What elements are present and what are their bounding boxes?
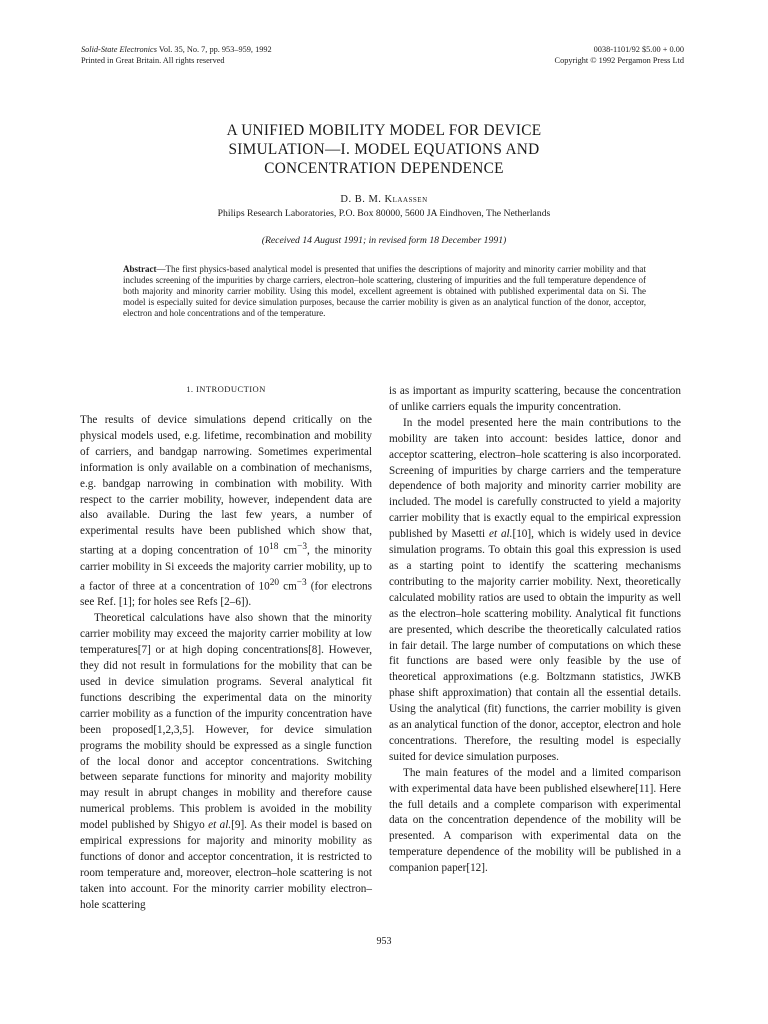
paper-title	[0, 121, 768, 178]
article-code: 0038-1101/92 $5.00 + 0.00	[593, 45, 684, 54]
abstract-label: Abstract	[123, 264, 157, 274]
abstract	[123, 264, 646, 319]
journal-citation: Solid-State Electronics Vol. 35, No. 7, pp. 953–959, 1992	[81, 45, 272, 54]
author: D. B. M. Klaassen	[340, 194, 428, 205]
title-line-1: A UNIFIED MOBILITY MODEL FOR DEVICE	[226, 122, 542, 139]
right-column	[389, 384, 681, 877]
left-column	[80, 384, 372, 914]
paragraph: Theoretical calculations have also shown that the minority carrier mobility may exceed the majority carrier mobility at low temperatures[7] or at high doping concentrations[8]. However, they did not result in formulations for the mobility that can be used in device simulation programs. Several analytical fit functions describing the experimental data on the minority carrier mobility as a function of the impurity concentration have been proposed[1,2,3,5]. However, for device simulation programs the mobility should be expressed as a single function of the local donor and acceptor concentrations. Switching between separate functions for minority and majority mobility may result in abrupt changes in mobility and therefore cause numerical problems. This problem is avoided in the mobility model published by Shigyo et al.[9]. As their model is based on empirical expressions for majority and minority mobility as functions of donor and acceptor concentration, it is restricted to room temperature and, moreover, electron–hole scattering is not taken into account. For the minority carrier mobility electron–hole scattering	[80, 612, 372, 911]
paragraph: The results of device simulations depend critically on the physical models used, e.g. lifetime, recombination and mobility of carriers, and bandgap narrowing. Sometimes experimental information is only available on a combination of mechanisms, e.g. bandgap narrowing in combination with mobility. With respect to the carrier mobility, however, independent data are also available. During the last few years, a number of experimental results have been published which show that, starting at a doping concentration of $10^{18}$ $cm^{-3}$, the minority carrier mobility in Si exceeds the majority carrier mobility, up to a factor of three at a concentration of $10^{20}$ $cm^{-3}$ (for electrons see Ref. [1]; for holes see Refs [2–6]).	[80, 414, 373, 609]
copyright-note: Copyright © 1992 Pergamon Press Ltd	[554, 56, 684, 65]
abstract-text: —The first physics-based analytical model is presented that unifies the descriptions of majority and minority carrier mobility and that includes screening of the impurities by charge carriers, electron–hole scattering, clustering of impurities and the full temperature dependence of both majority and minority carrier mobility. Using this model, excellent agreement is obtained with published experimental data on Si. The model is especially suited for device simulation purposes, because the carrier mobility is given as an analytical function of the donor, acceptor, electron and hole concentrations and of the temperature.	[123, 264, 646, 319]
paragraph: The main features of the model and a limited comparison with experimental data have been published elsewhere[11]. Here the full details and a complete comparison with experimental data on the concentration dependence of the mobility will be presented. A comparison with experimental data on the temperature dependence of the mobility will be published in a companion paper[12].	[389, 766, 681, 875]
title-line-3: CONCENTRATION DEPENDENCE	[264, 160, 504, 177]
journal-header	[81, 44, 272, 66]
printed-note: Printed in Great Britain. All rights reserved	[81, 56, 225, 65]
title-line-2: SIMULATION—I. MODEL EQUATIONS AND	[228, 141, 540, 158]
paragraph: In the model presented here the main contributions to the mobility are taken into account: besides lattice, donor and acceptor scattering, electron–hole scattering is also incorporated. Screening of impurities by charge carriers and the temperature dependence of both majority and minority carrier mobility are included. The model is carefully constructed to yield a majority carrier mobility that is exactly equal to the empirical expression published by Masetti et al.[10], which is widely used in device simulation programs. To obtain this goal this expression is used as a starting point to identify the scattering mechanisms contributing to the majority carrier mobility. Next, theoretically calculated mobility ratios are used to obtain the impurity as well as the electron–hole scattering mobility. Analytical fit functions are presented, which describe the theoretically calculated ratios in fair detail. The large number of computations on which these fit functions are based were only feasible by the use of theoretical approximations (e.g. Boltzmann statistics, JWKB phase shift approximation) that contain all the essential details. Using the analytical (fit) functions, the carrier mobility is given as an analytical function of the donor, acceptor, electron and hole concentrations. Therefore, the resulting model is especially suited for device simulation purposes.	[389, 416, 682, 763]
received-dates: (Received 14 August 1991; in revised form 18 December 1991)	[261, 235, 507, 246]
journal-name: Solid-State Electronics	[81, 45, 157, 54]
copyright-header	[555, 44, 684, 66]
affiliation: Philips Research Laboratories, P.O. Box 80000, 5600 JA Eindhoven, The Netherlands	[217, 208, 551, 219]
page-number: 953	[376, 936, 392, 947]
section-heading: 1. INTRODUCTION	[186, 384, 266, 394]
paragraph: is as important as impurity scattering, because the concentration of unlike carriers equals the impurity concentration.	[389, 385, 681, 413]
author-surname: Klaassen	[384, 194, 428, 205]
